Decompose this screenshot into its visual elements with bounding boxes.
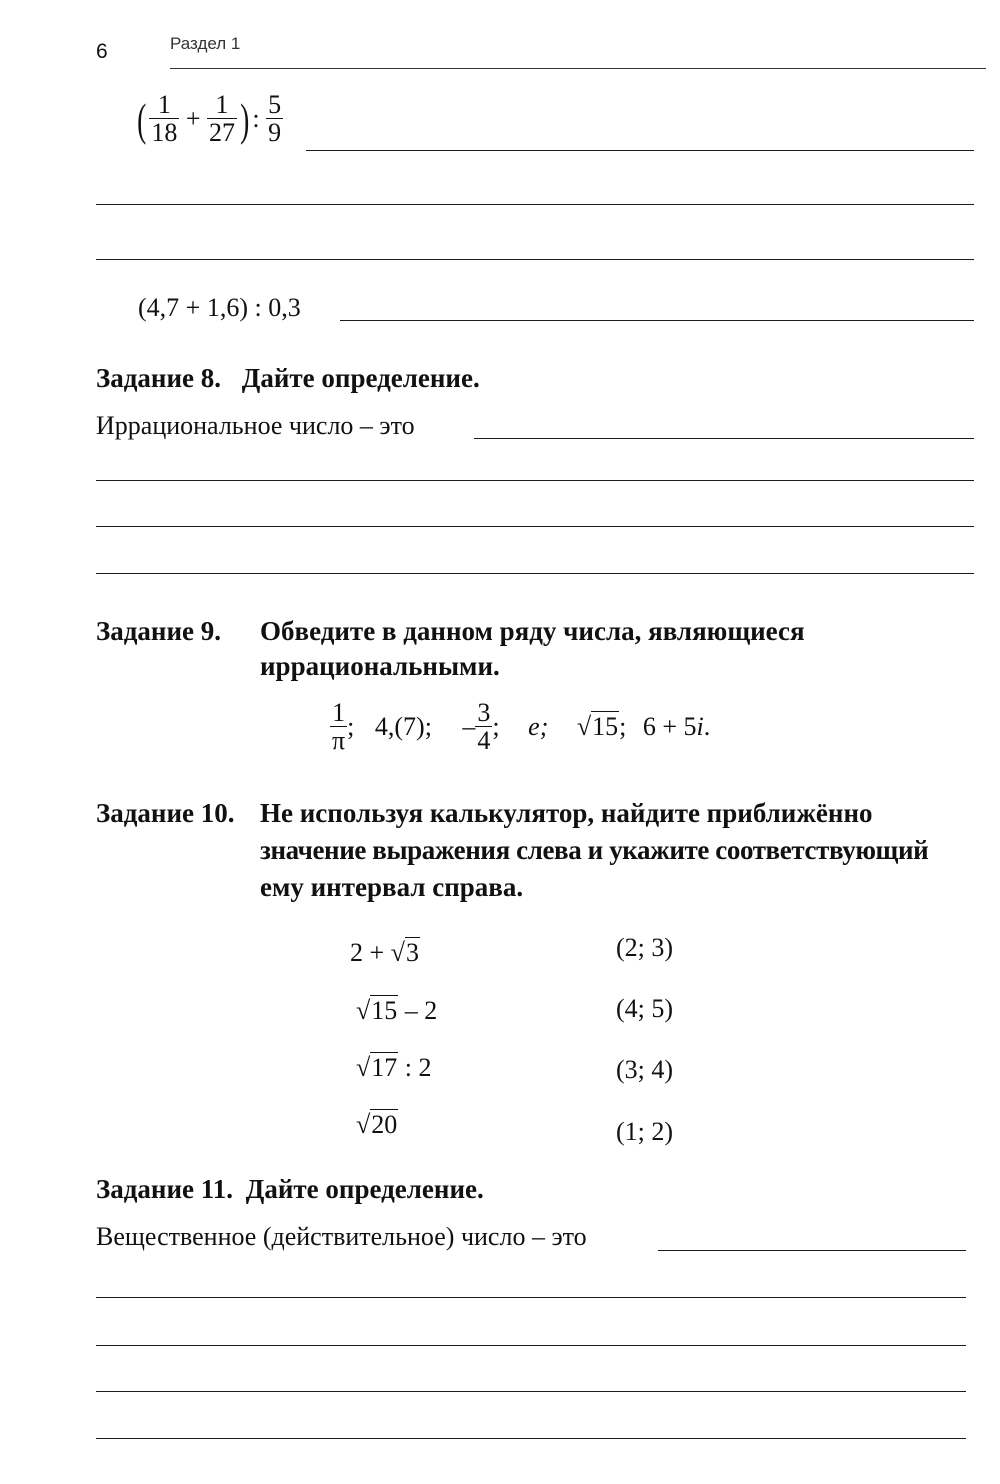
answer-line[interactable]: [96, 1345, 966, 1346]
fraction-1-pi[interactable]: $\frac{1}{\pi}$: [332, 698, 346, 755]
task-8-title: [96, 363, 480, 394]
task-10-label: Задание 10.: [96, 798, 235, 828]
number-e[interactable]: e;: [528, 712, 549, 741]
fraction-1-18: $\frac{1}{18}$: [151, 90, 178, 147]
answer-line[interactable]: [96, 573, 974, 574]
number-row: $\frac{1}{\pi}$ ; 4,(7); – $\frac{3}{4}$ ; e; √15; 6 + 5i.: [332, 698, 711, 755]
answer-line[interactable]: [96, 1438, 966, 1439]
decimal-expression: (4,7 + 1,6) : 0,3: [138, 293, 301, 322]
interval-item[interactable]: (2; 3): [616, 933, 674, 962]
answer-line[interactable]: [658, 1250, 966, 1251]
left-paren: (: [137, 93, 147, 145]
minus-sign: –: [462, 712, 476, 741]
complex-number[interactable]: 6 + 5i.: [642, 712, 711, 741]
fraction-5-9: $\frac{5}{9}$: [268, 90, 282, 147]
task-9-instruction-line1: Обведите в данном ряду числа, являющиеся: [260, 616, 805, 646]
answer-line[interactable]: [306, 150, 974, 151]
task-11-label: Задание 11.: [96, 1174, 234, 1204]
fraction-3-4[interactable]: $\frac{3}{4}$: [477, 698, 491, 755]
task-8-label: Задание 8.: [96, 363, 222, 393]
answer-line[interactable]: [96, 1297, 966, 1298]
task-11-title: [96, 1174, 484, 1205]
task-8-prompt: Иррациональное число – это: [96, 411, 415, 440]
task-9-label: Задание 9.: [96, 616, 222, 646]
task-11-instruction: Дайте определение.: [245, 1174, 484, 1204]
right-paren: ): [240, 93, 250, 145]
answer-line[interactable]: [96, 259, 974, 260]
section-title: Раздел 1: [170, 34, 241, 53]
fraction-expression: [134, 92, 283, 146]
expression-row: √15 – 2: [356, 996, 438, 1025]
expression-row: √17 : 2: [356, 1053, 432, 1082]
task-8-instruction: Дайте определение.: [241, 363, 480, 393]
task-11-prompt: Вещественное (действительное) число – это: [96, 1222, 587, 1251]
interval-item[interactable]: (4; 5): [616, 994, 674, 1023]
expression-row: 2 + √3: [350, 938, 419, 967]
task-10-instruction-line3: ему интервал справа.: [260, 872, 524, 902]
expression-row: √20: [356, 1110, 398, 1139]
colon-sign: :: [252, 104, 260, 133]
answer-line[interactable]: [96, 526, 974, 527]
task-10-instruction-line2: значение выражения слева и укажите соответствующий: [260, 835, 929, 865]
interval-item[interactable]: (1; 2): [616, 1117, 674, 1146]
answer-line[interactable]: [474, 438, 974, 439]
answer-line[interactable]: [96, 204, 974, 205]
task-9-instruction-line2: иррациональными.: [260, 651, 500, 681]
sqrt-15[interactable]: √15: [576, 712, 619, 741]
page-number: 6: [96, 40, 108, 63]
interval-item[interactable]: (3; 4): [616, 1055, 674, 1084]
task-10-instruction-line1: Не используя калькулятор, найдите приближённо: [260, 798, 873, 828]
answer-line[interactable]: [340, 320, 974, 321]
answer-line[interactable]: [96, 480, 974, 481]
answer-line[interactable]: [96, 1391, 966, 1392]
fraction-1-27: $\frac{1}{27}$: [209, 90, 235, 147]
header-rule: [170, 68, 986, 69]
plus-sign: +: [185, 104, 201, 133]
number-4-7[interactable]: 4,(7);: [374, 712, 432, 741]
